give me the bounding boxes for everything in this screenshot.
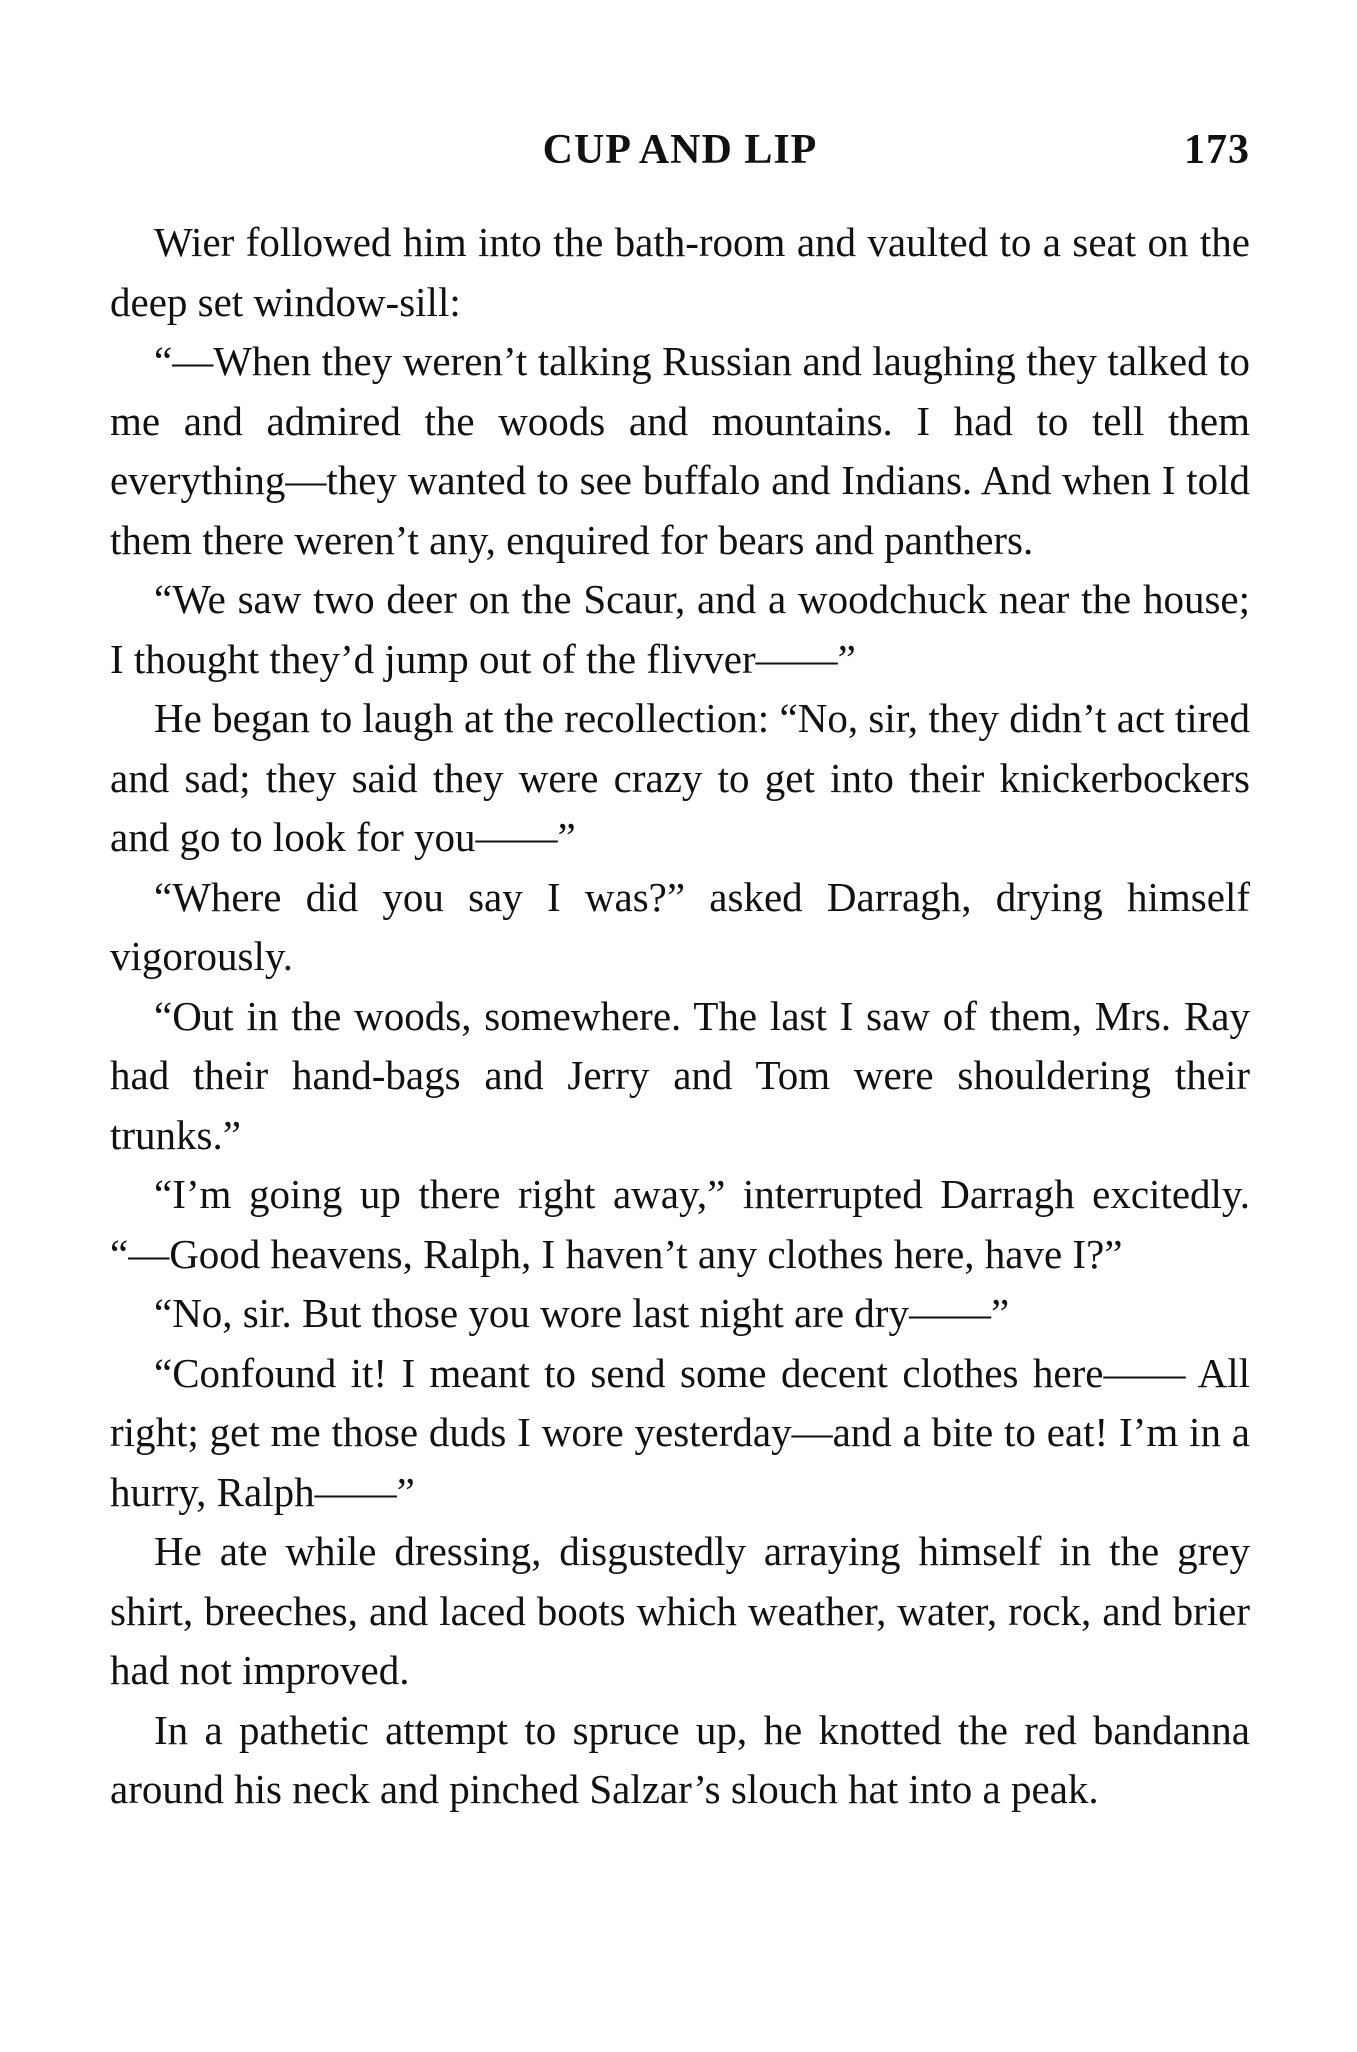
- paragraph: Wier followed him into the bath-room and vaulted to a seat on the deep set window-sill:: [110, 219, 1250, 325]
- paragraph: “—When they weren’t talking Russian and laughing they talked to me and admired the woods and mountains. I had to tell them everything—they wanted to see buffalo and Indians. And when I told them there weren’t any, enquired for bears and panthers.: [110, 338, 1250, 563]
- body-text: [110, 213, 1250, 1820]
- paragraph: He began to laugh at the recollection: “No, sir, they didn’t act tired and sad; they said they were crazy to get into their knickerbockers and go to look for you——”: [110, 695, 1250, 860]
- running-head: [110, 126, 1250, 186]
- page-number: 173: [1184, 127, 1250, 173]
- paragraph: “We saw two deer on the Scaur, and a woodchuck near the house; I thought they’d jump out of the flivver——”: [110, 576, 1250, 682]
- paragraph: “Where did you say I was?” asked Darragh, drying himself vigorously.: [110, 873, 1250, 979]
- paragraph: “Out in the woods, somewhere. The last I saw of them, Mrs. Ray had their hand-bags and Jerry and Tom were shouldering their trunks.”: [110, 992, 1250, 1158]
- chapter-title: CUP AND LIP: [542, 127, 818, 173]
- paragraph: He ate while dressing, disgustedly arraying himself in the grey shirt, breeches, and laced boots which weather, water, rock, and brier had not improved.: [110, 1528, 1250, 1693]
- paragraph: “I’m going up there right away,” interrupted Darragh excitedly. “—Good heavens, Ralph, I haven’t any clothes here, have I?”: [110, 1171, 1250, 1277]
- paragraph: “No, sir. But those you wore last night are dry——”: [154, 1290, 1010, 1336]
- paragraph: “Confound it! I meant to send some decent clothes here—— All right; get me those duds I wore yesterday—and a bite to eat! I’m in a hurry, Ralph——”: [110, 1349, 1250, 1515]
- paragraph: In a pathetic attempt to spruce up, he knotted the red bandanna around his neck and pinched Salzar’s slouch hat into a peak.: [110, 1706, 1250, 1812]
